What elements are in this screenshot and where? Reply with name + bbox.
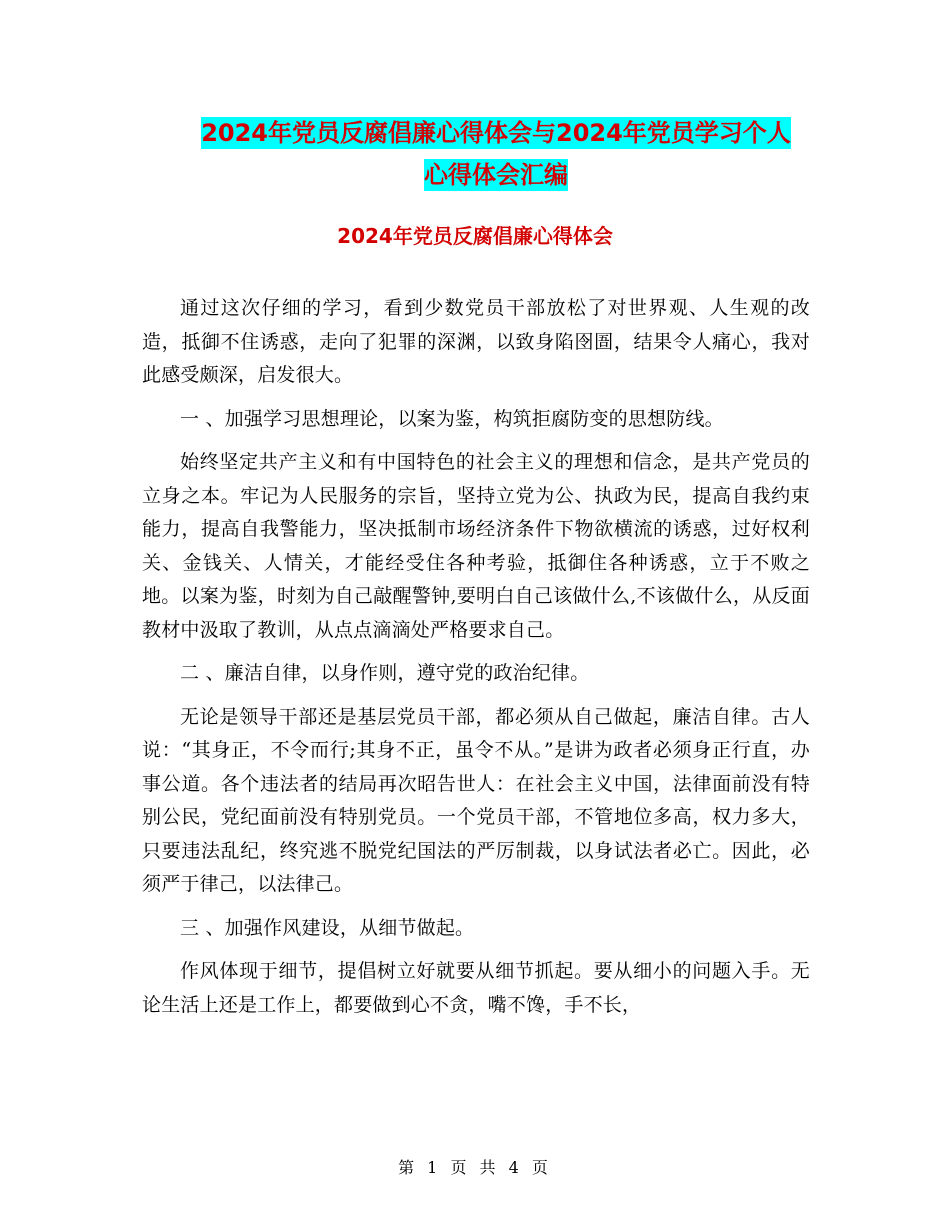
paragraph: 始终坚定共产主义和有中国特色的社会主义的理想和信念，是共产党员的立身之本。牢记为人民服务的宗旨，坚持立党为公、执政为民，提高自我约束能力，提高自我警能力，坚决抵制市场经济条件下物欲横流的诱惑，过好权利关、金钱关、人情关，才能经受住各种考验，抵御住各种诱惑，立于不败之地。以案为鉴，时刻为自己敲醒警钟,要明白自己该做什么,不该做什么，从反面教材中汲取了教训，从点点滴滴处严格要求自己。 — [142, 451, 810, 641]
document-title-line2: 心得体会汇编 — [424, 161, 568, 189]
paragraph: 三 、加强作风建设，从细节做起。 — [180, 916, 475, 939]
document-title — [140, 112, 852, 196]
paragraph: 无论是领导干部还是基层党员干部，都必须从自己做起，廉洁自律。古人说：“其身正，不令而行;其身不正，虽令不从。”是讲为政者必须身正行直，办事公道。各个违法者的结局再次昭告世人：在社会主义中国，法律面前没有特别公民，党纪面前没有特别党员。一个党员干部，不管地位多高，权力多大，只要违法乱纪，终究逃不脱党纪国法的严厉制裁，以身试法者必亡。因此，必须严于律己，以法律己。 — [142, 705, 810, 895]
paragraph: 通过这次仔细的学习，看到少数党员干部放松了对世界观、人生观的改造，抵御不住诱惑，走向了犯罪的深渊，以致身陷囹圄，结果令人痛心，我对此感受颇深，启发很大。 — [142, 297, 810, 386]
document-body — [142, 292, 810, 1032]
paragraph: 二 、廉洁自律，以身作则，遵守党的政治纪律。 — [180, 662, 590, 684]
page-footer: 第 1 页 共 4 页 — [398, 1158, 552, 1177]
paragraph: 一 、加强学习思想理论，以案为鉴，构筑拒腐防变的思想防线。 — [180, 407, 724, 430]
paragraph: 作风体现于细节，提倡树立好就要从细节抓起。要从细小的问题入手。无论生活上还是工作上，都要做到心不贪，嘴不馋，手不长， — [142, 960, 810, 1016]
section-title: 2024年党员反腐倡廉心得体会 — [337, 224, 613, 248]
document-title-line1: 2024年党员反腐倡廉心得体会与2024年党员学习个人 — [201, 119, 791, 147]
